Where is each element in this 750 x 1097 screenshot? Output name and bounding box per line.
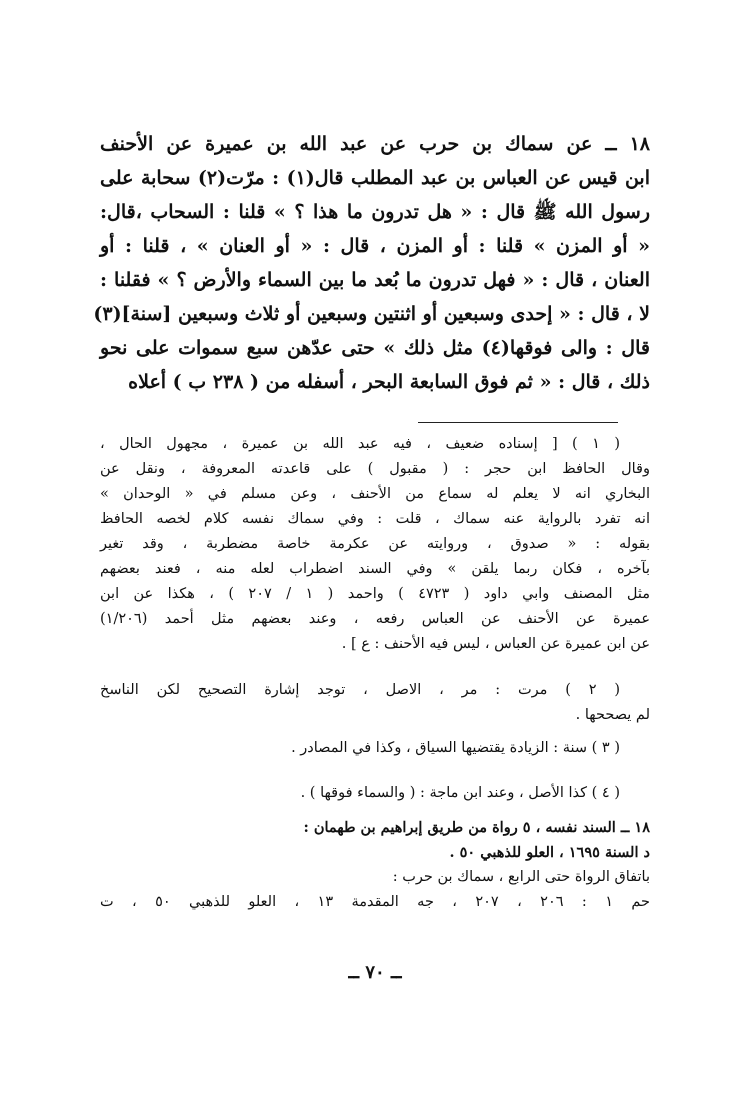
takhrij-line: حم ١ : ٢٠٦ ، ٢٠٧ ، جه المقدمة ١٣ ، العلو للذهبي ٥٠ ، ت: [100, 894, 650, 910]
hadith-line: ١٨ ــ عن سماك بن حرب عن عبد الله بن عميرة عن الأحنف: [100, 133, 650, 155]
hadith-line: ذلك ، قال : « ثم فوق السابعة البحر ، أسفله من ( ٢٣٨ ب ) أعلاه: [128, 371, 650, 393]
footnote-line: عميرة عن الأحنف عن العباس رفعه ، وعند بعضهم مثل أحمد (١/٢٠٦): [100, 611, 650, 627]
footnote-line: البخاري انه لا يعلم له سماع من الأحنف ، وعن مسلم في « الوحدان »: [100, 486, 650, 502]
hadith-line: لا ، قال : « إحدى وسبعين أو اثنتين وسبعين أو ثلاث وسبعين [سنة](٣): [93, 303, 650, 325]
hadith-line: قال : والى فوقها(٤) مثل ذلك » حتى عدّهن سبع سموات على نحو: [100, 337, 650, 359]
takhrij-line: ١٨ ــ السند نفسه ، ٥ رواة من طريق إبراهيم بن طهمان :: [303, 819, 650, 836]
hadith-line: العنان ، قال : « فهل تدرون ما بُعد ما بين السماء والأرض ؟ » فقلنا :: [100, 269, 650, 291]
footnote-line: ( ٣ ) سنة : الزيادة يقتضيها السياق ، وكذا في المصادر .: [291, 740, 620, 756]
footnote-line: انه تفرد بالرواية عنه سماك ، قلت : وفي سماك نفسه كلام لخصه الحافظ: [100, 511, 650, 527]
footnote-2: [100, 678, 650, 728]
footnote-1: [100, 432, 650, 657]
footnote-4: [100, 781, 650, 806]
takhrij-line: د السنة ١٦٩٥ ، العلو للذهبي ٥٠ .: [449, 844, 650, 861]
takhrij-line: باتفاق الرواة حتى الرابع ، سماك بن حرب :: [392, 869, 650, 885]
page-number: ــ ٧٠ ــ: [348, 962, 402, 983]
footnote-line: لم يصححها .: [575, 707, 650, 723]
hadith-line: « أو المزن » قلنا : أو المزن ، قال : « أو العنان » ، قلنا : أو: [100, 235, 650, 257]
footnote-separator: [418, 422, 618, 423]
footnote-line: بقوله : « صدوق ، وروايته عن عكرمة خاصة مضطربة ، وقد تغير: [100, 536, 650, 552]
footnote-line: عن ابن عميرة عن العباس ، ليس فيه الأحنف : ع ] .: [341, 636, 650, 652]
hadith-line: ابن قيس عن العباس بن عبد المطلب قال(١) : مرّت(٢) سحابة على: [100, 167, 650, 189]
footnote-line: ( ٢ ) مرت : مر ، الاصل ، توجد إشارة التصحيح لكن الناسخ: [100, 682, 620, 698]
footnote-line: ( ٤ ) كذا الأصل ، وعند ابن ماجة : ( والسماء فوقها ) .: [300, 785, 620, 801]
footnote-3: [100, 736, 650, 761]
footnote-line: مثل المصنف وابي داود ( ٤٧٢٣ ) واحمد ( ١ / ٢٠٧ ) ، هكذا عن ابن: [100, 586, 651, 602]
takhrij-block: [100, 815, 650, 915]
footnote-line: وقال الحافظ ابن حجر : ( مقبول ) على قاعدته المعروفة ، ونقل عن: [100, 461, 650, 477]
footnote-line: ( ١ ) [ إسناده ضعيف ، فيه عبد الله بن عميرة ، مجهول الحال ،: [100, 436, 620, 452]
hadith-line: رسول الله ﷺ قال : « هل تدرون ما هذا ؟ » قلنا : السحاب ،قال:: [100, 201, 650, 223]
footnote-line: بآخره ، فكان ربما يلقن » وفي السند اضطراب لعله منه ، فعند بعضهم: [100, 561, 650, 577]
hadith-text: [93, 127, 650, 399]
